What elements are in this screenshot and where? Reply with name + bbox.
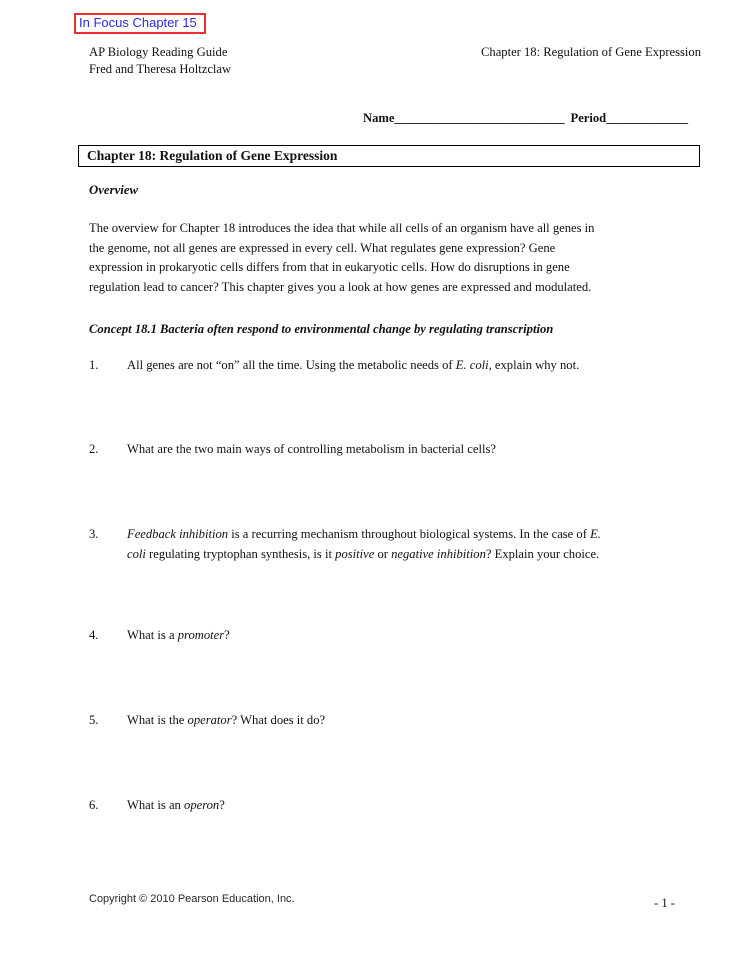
- period-blank-line: _____________: [606, 111, 689, 125]
- name-period-line: [363, 111, 688, 126]
- question-number: 3.: [89, 527, 99, 541]
- worksheet-body: [89, 183, 705, 816]
- question-text: What is the operator? What does it do?: [127, 712, 326, 727]
- chapter-title: Chapter 18: Regulation of Gene Expression: [87, 148, 338, 163]
- header-chapter-title: Chapter 18: Regulation of Gene Expression: [481, 45, 701, 59]
- question-item: [89, 525, 705, 564]
- question-text: What are the two main ways of controlling metabolism in bacterial cells?: [127, 441, 496, 456]
- copyright-notice: Copyright © 2010 Pearson Education, Inc.: [89, 893, 295, 905]
- question-number: 5.: [89, 712, 99, 727]
- in-focus-chapter-link[interactable]: In Focus Chapter 15: [74, 13, 206, 34]
- page-number: - 1 -: [654, 896, 675, 910]
- header-guide-title: AP Biology Reading Guide: [89, 45, 228, 59]
- header-authors: Fred and Theresa Holtzclaw: [89, 62, 232, 76]
- question-text: What is a promoter?: [127, 628, 230, 642]
- name-label: Name: [363, 111, 395, 125]
- question-item: [89, 626, 705, 646]
- question-number: 4.: [89, 628, 99, 642]
- question-text: What is an operon?: [127, 798, 225, 812]
- question-item: [89, 711, 705, 731]
- overview-heading: Overview: [89, 183, 139, 197]
- period-label: Period: [570, 111, 607, 125]
- chapter-title-box: [78, 145, 700, 167]
- page-header: [89, 44, 701, 78]
- overview-paragraph: The overview for Chapter 18 introduces the idea that while all cells of an organism have all genes in the genome, not all genes are expressed in every cell. What regulates gene expression? Gene expression in prokaryotic cells differs from that in eukaryotic cells. How do disruptions in gene regulation lead to cancer? This chapter gives you a look at how genes are expressed and modulated.: [89, 221, 595, 294]
- question-number: 1.: [89, 358, 99, 372]
- question-number: 6.: [89, 798, 99, 812]
- concept-heading: Concept 18.1 Bacteria often respond to environmental change by regulating transcription: [89, 322, 554, 336]
- question-item: [89, 356, 705, 376]
- question-item: [89, 440, 705, 460]
- question-text: All genes are not “on” all the time. Using the metabolic needs of E. coli, explain why not.: [127, 358, 580, 372]
- question-number: 2.: [89, 441, 99, 456]
- header-left: [89, 44, 231, 78]
- question-item: [89, 796, 705, 816]
- name-blank-line: ___________________________: [394, 111, 565, 125]
- question-text: Feedback inhibition is a recurring mechanism throughout biological systems. In the case of E. coli regulating tryptophan synthesis, is it positive or negative inhibition? Explain your choice.: [127, 527, 601, 561]
